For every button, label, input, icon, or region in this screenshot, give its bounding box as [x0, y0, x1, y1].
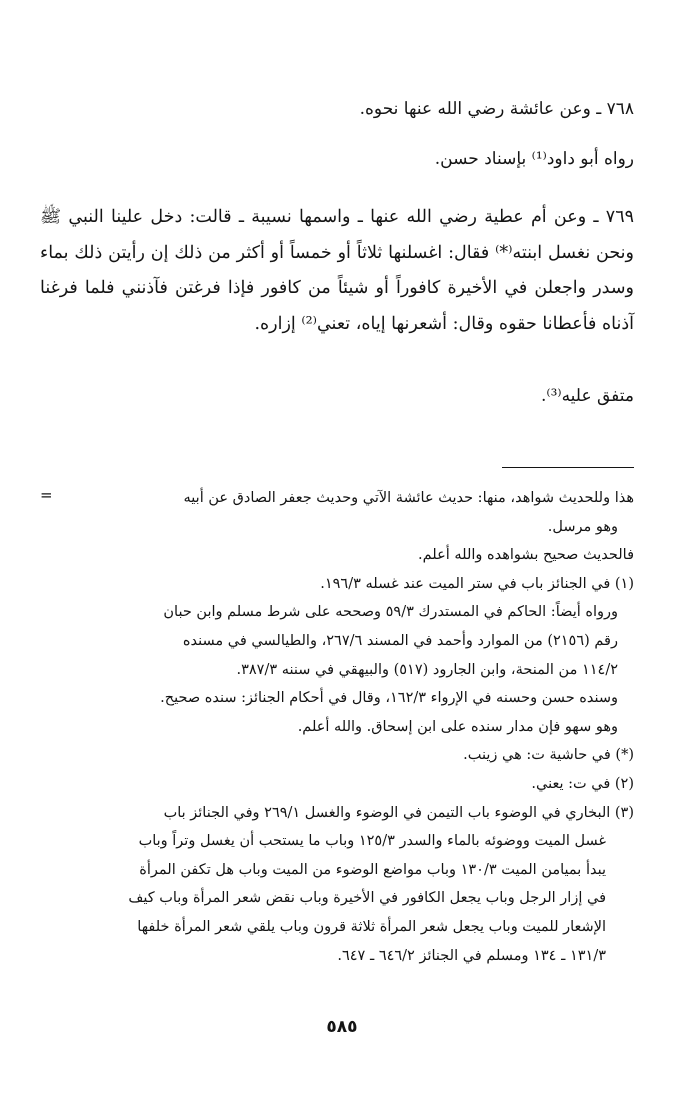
footnote-continuation-marker: =: [40, 486, 53, 504]
page-number: ٥٨٥: [326, 1017, 358, 1037]
footnote-line: (٢) في ت: يعني.: [531, 775, 634, 792]
footnote-line: غسل الميت ووضوئه بالماء والسدر ١٢٥/٣ وباب ما يستحب أن يغسل وتراً وباب: [138, 833, 606, 850]
footnote-line: وهو مرسل.: [547, 518, 618, 535]
hadith-768-text: ٧٦٨ ـ وعن عائشة رضي الله عنها نحوه.: [359, 99, 634, 119]
footnote-line: ورواه أيضاً: الحاكم في المستدرك ٥٩/٣ وصححه على شرط مسلم وابن حبان: [163, 604, 618, 621]
footnote-line: هذا وللحديث شواهد، منها: حديث عائشة الآتي وحديث جعفر الصادق عن أبيه: [183, 490, 634, 506]
footnote-line: ١٣١/٣ ـ ١٣٤ ومسلم في الجنائز ٦٤٦/٢ ـ ٦٤٧.: [337, 947, 606, 964]
hadith-769-agreed: متفق عليه⁽³⁾.: [540, 386, 634, 406]
footnote-line: رقم (٢١٥٦) من الموارد وأحمد في المسند ٢٦٧/٦، والطيالسي في مسنده: [182, 632, 618, 649]
footnote-line: يبدأ بميامن الميت ١٣٠/٣ وباب مواضع الوضوء من الميت وباب هل تكفن المرأة: [139, 861, 606, 878]
footnote-line: (٣) البخاري في الوضوء باب التيمن في الوضوء والغسل ٢٦٩/١ وفي الجنائز باب: [163, 804, 634, 821]
footnote-line: (١) في الجنائز باب في ستر الميت عند غسله ١٩٦/٣.: [320, 575, 634, 592]
footnote-line: فالحديث صحيح بشواهده والله أعلم.: [418, 547, 634, 564]
footnote-line: وسنده حسن وحسنه في الإرواء ١٦٢/٣، وقال في أحكام الجنائز: سنده صحيح.: [160, 690, 618, 707]
hadith-768-source: رواه أبو داود⁽¹⁾ بإسناد حسن.: [434, 149, 634, 169]
footnote-line: وهو سهو فإن مدار سنده على ابن إسحاق. والله أعلم.: [297, 718, 618, 735]
footnote-line: الإشعار للميت وباب يجعل شعر المرأة ثلاثة قرون وباب يلقي شعر المرأة خلفها: [137, 918, 606, 935]
footnote-line: ١١٤/٢ من المنحة، وابن الجارود (٥١٧) والبيهقي في سننه ٣٨٧/٣.: [236, 661, 618, 678]
footnotes: [40, 484, 634, 970]
footnote-line: (*) في حاشية ت: هي زينب.: [463, 747, 634, 764]
footnote-separator: [502, 467, 634, 468]
footnote-line: في إزار الرجل وباب يجعل الكافور في الأخيرة وباب نقض شعر المرأة وباب كيف: [128, 890, 606, 907]
hadith-769-text: ٧٦٩ ـ وعن أم عطية رضي الله عنها ـ واسمها نسيبة ـ قالت: دخل علينا النبي ﷺ ونحن نغسل ابنته⁽*⁾ فقال: اغسلنها ثلاثاً أو خمساً أو أكثر من ذلك إن رأيتن ذلك بماء وسدر واجعلن في الأخيرة كافوراً أو شيئاً من كافور فإذا فرغتن فآذنني فلما فرغنا آذناه فأعطانا حقوه وقال: أشعرنها إياه، تعني⁽²⁾ إزاره.: [40, 207, 634, 334]
